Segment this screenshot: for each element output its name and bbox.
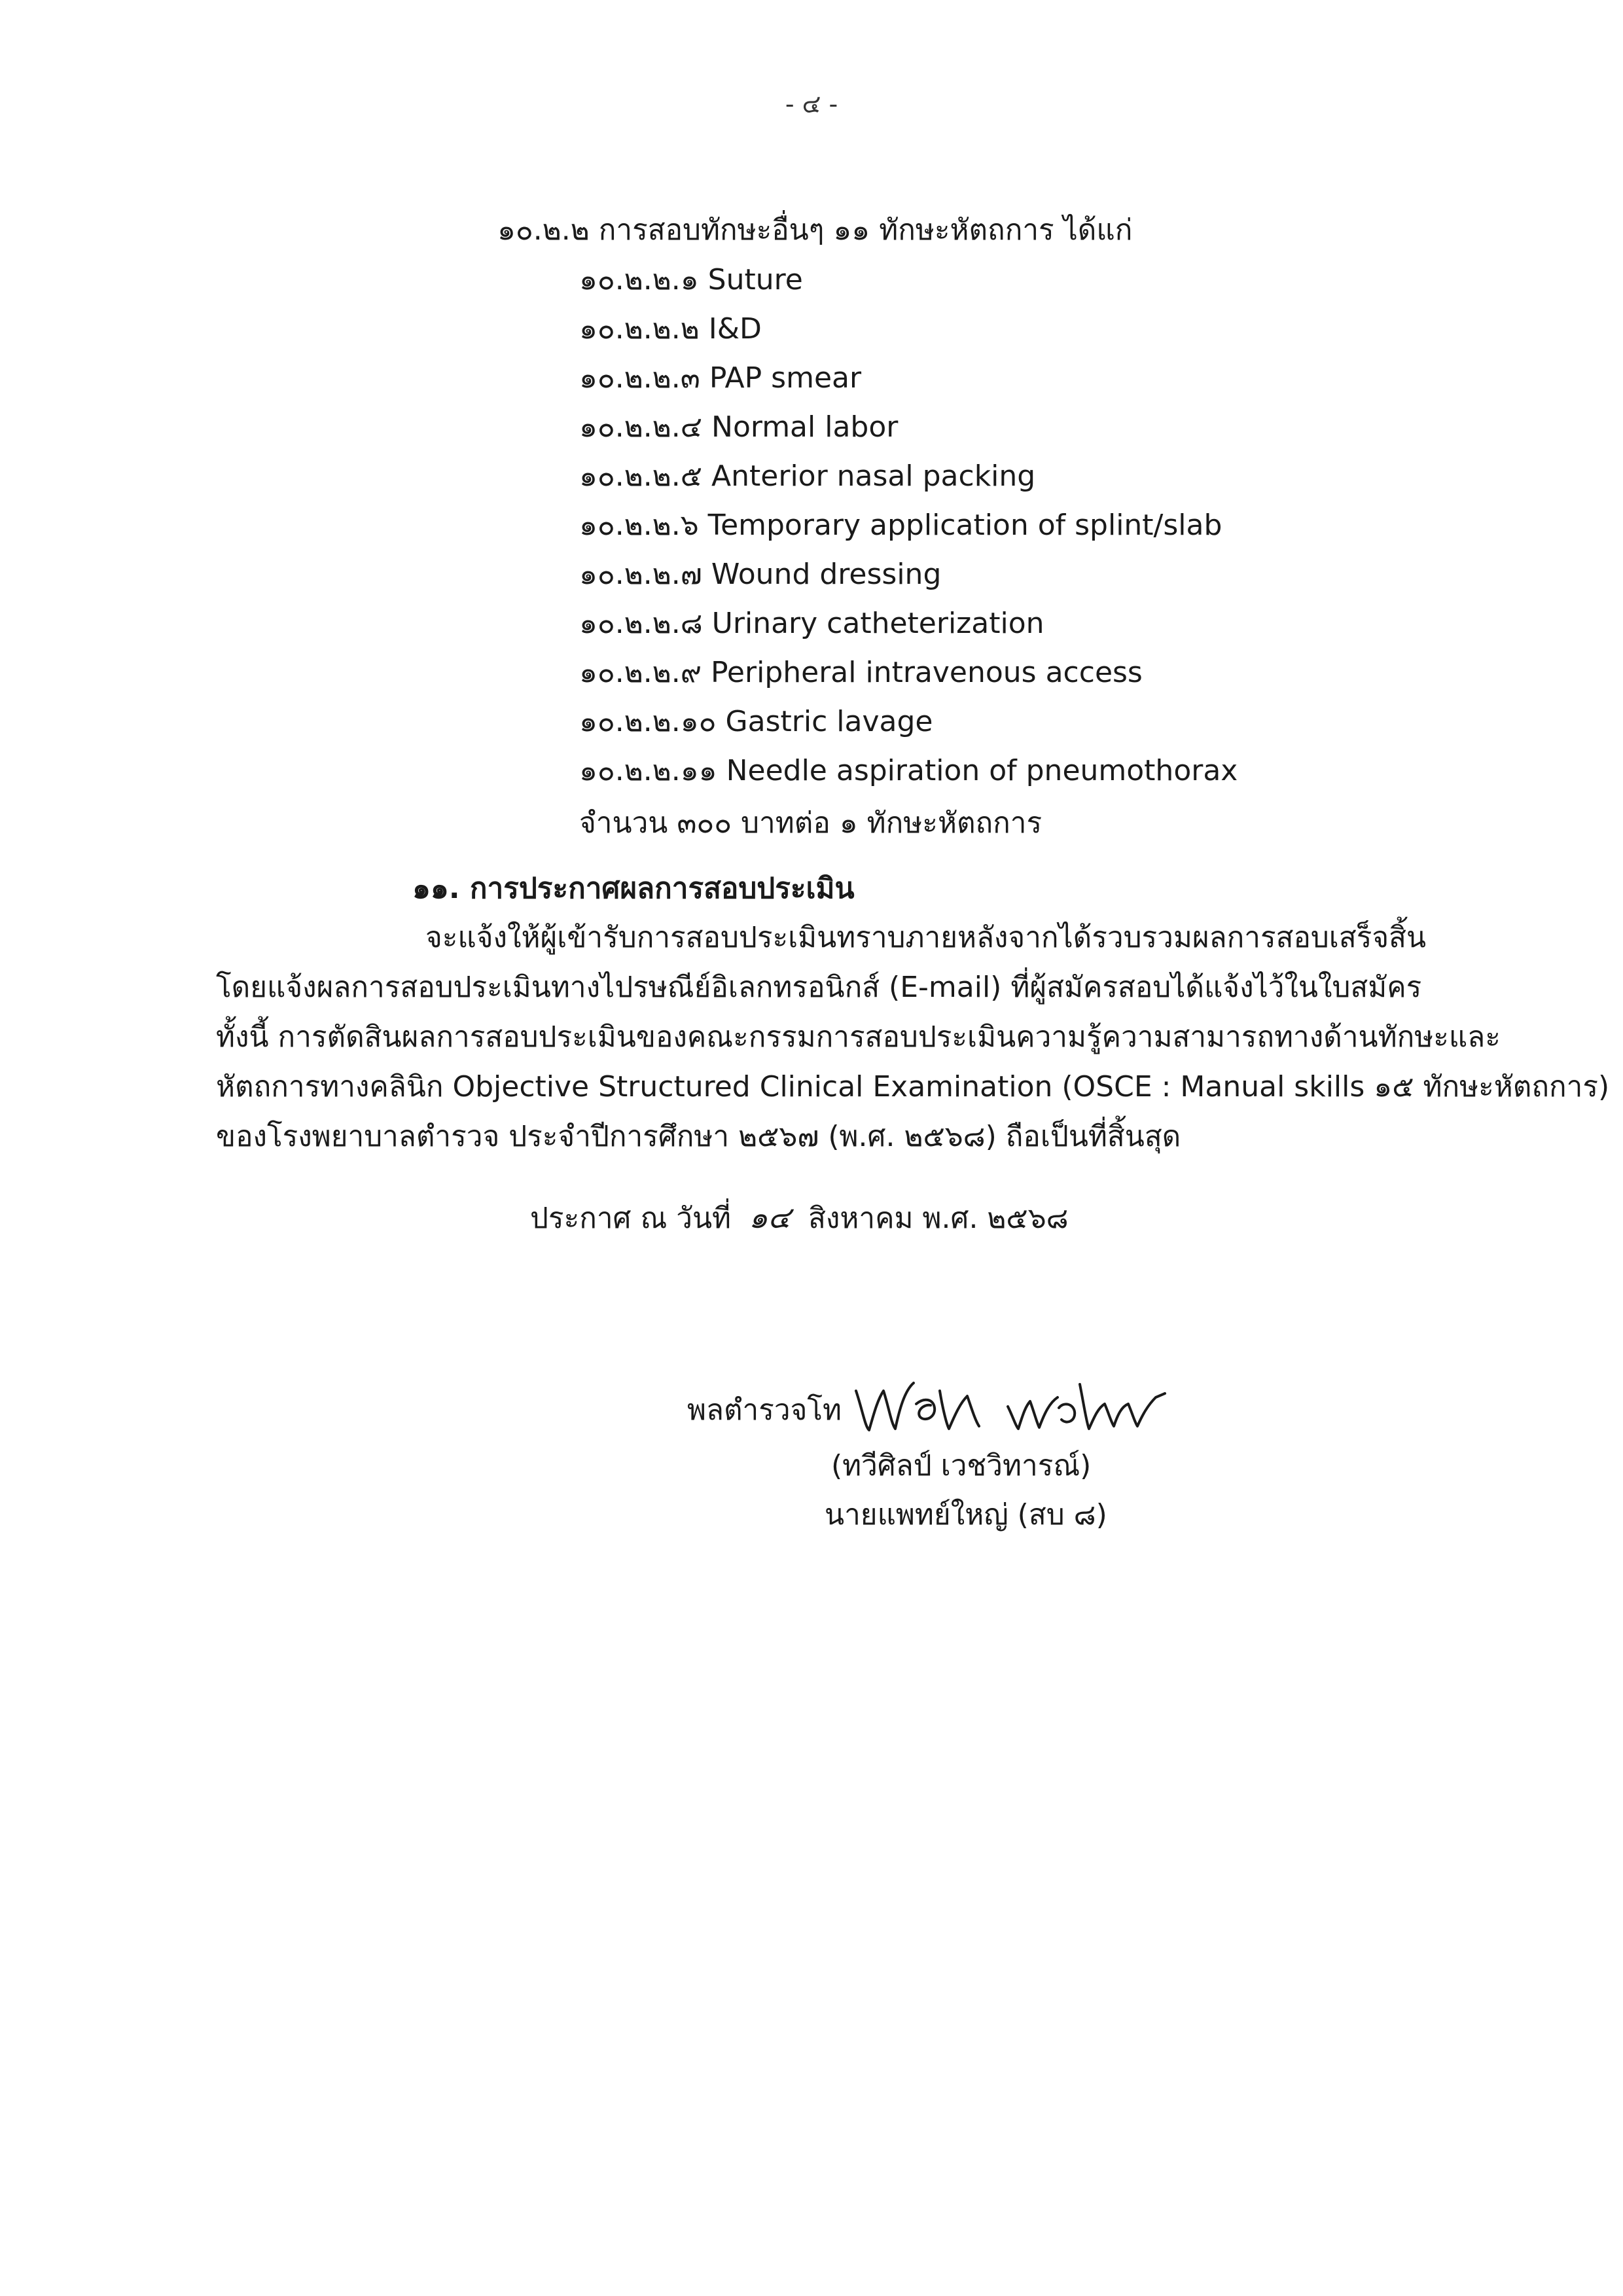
fee-text: จำนวน ๓๐๐ บาทต่อ ๑ ทักษะหัตถการ	[579, 806, 1043, 840]
signatory-name: (ทวีศิลป์ เวชวิทารณ์)	[831, 1449, 1092, 1482]
announcement-month-year: สิงหาคม พ.ศ. ๒๕๖๘	[808, 1202, 1069, 1235]
announcement-day: ๑๔	[749, 1200, 791, 1235]
list-item: ๑๐.๒.๒.๕ Anterior nasal packing	[579, 459, 1036, 493]
list-item: ๑๐.๒.๒.๑๐ Gastric lavage	[579, 705, 933, 738]
list-item: ๑๐.๒.๒.๒ I&D	[579, 312, 762, 346]
paragraph-line: ของโรงพยาบาลตำรวจ ประจำปีการศึกษา ๒๕๖๗ (พ.ศ. ๒๕๖๘) ถือเป็นที่สิ้นสุด	[216, 1120, 1181, 1153]
list-item: ๑๐.๒.๒.๓ PAP smear	[579, 361, 862, 395]
list-item: ๑๐.๒.๒.๑๑ Needle aspiration of pneumothorax	[579, 754, 1238, 787]
announcement-date	[530, 1198, 1069, 1238]
handwritten-signature	[851, 1371, 1178, 1443]
signatory-title: นายแพทย์ใหญ่ (สบ ๘)	[825, 1498, 1107, 1532]
list-item: ๑๐.๒.๒.๑ Suture	[579, 263, 803, 296]
list-item: ๑๐.๒.๒.๔ Normal labor	[579, 410, 899, 444]
section-10-2-2-title: ๑๐.๒.๒ การสอบทักษะอื่นๆ ๑๑ ทักษะหัตถการ ได้แก่	[497, 213, 1133, 247]
paragraph-line: โดยแจ้งผลการสอบประเมินทางไปรษณีย์อิเลกทรอนิกส์ (E-mail) ที่ผู้สมัครสอบได้แจ้งไว้ในใบสมัคร	[216, 971, 1422, 1004]
section-11-heading: ๑๑. การประกาศผลการสอบประเมิน	[412, 872, 855, 905]
paragraph-line: ทั้งนี้ การตัดสินผลการสอบประเมินของคณะกรรมการสอบประเมินความรู้ความสามารถทางด้านทักษะและ	[216, 1020, 1501, 1054]
announcement-prefix: ประกาศ ณ วันที่	[530, 1202, 732, 1235]
paragraph-line: หัตถการทางคลินิก Objective Structured Clinical Examination (OSCE : Manual skills ๑๕ ทักษะหัตถการ)	[216, 1070, 1610, 1103]
list-item: ๑๐.๒.๒.๗ Wound dressing	[579, 558, 942, 591]
paragraph-line: จะแจ้งให้ผู้เข้ารับการสอบประเมินทราบภายหลังจากได้รวบรวมผลการสอบเสร็จสิ้น	[425, 921, 1427, 954]
list-item: ๑๐.๒.๒.๙ Peripheral intravenous access	[579, 656, 1143, 689]
page-number: - ๔ -	[785, 90, 838, 118]
signatory-rank: พลตำรวจโท	[687, 1393, 842, 1427]
list-item: ๑๐.๒.๒.๖ Temporary application of splint/slab	[579, 509, 1222, 542]
section-11-paragraph	[216, 913, 1610, 1162]
list-item: ๑๐.๒.๒.๘ Urinary catheterization	[579, 607, 1044, 640]
